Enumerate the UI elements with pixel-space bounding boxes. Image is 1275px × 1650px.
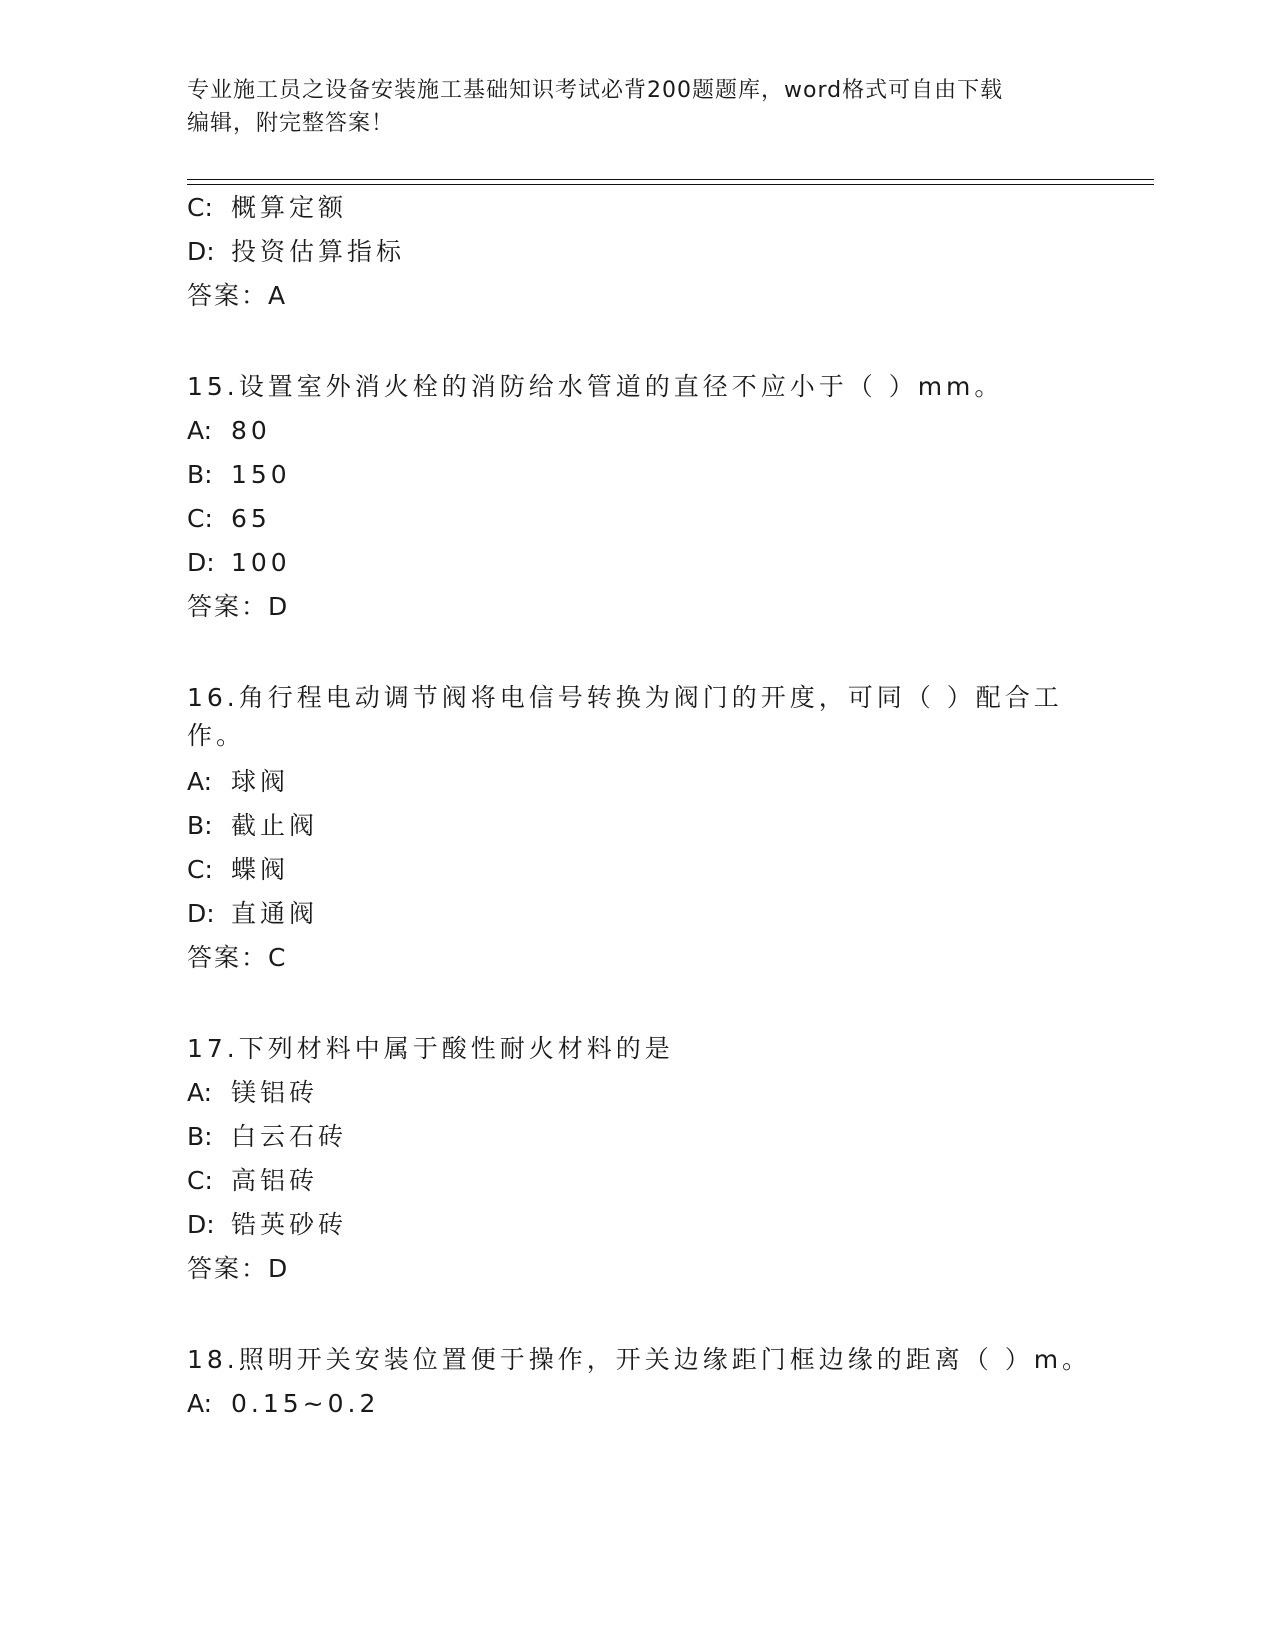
- q16-stem-line2: 作。: [187, 721, 246, 750]
- option-text: 80: [231, 416, 271, 445]
- q16-option-d: [187, 898, 318, 930]
- answer-value: D: [268, 592, 288, 621]
- q16-option-a: [187, 766, 289, 798]
- option-key: D:: [187, 237, 215, 266]
- option-text: 高铝砖: [231, 1166, 319, 1195]
- option-key: A:: [187, 1078, 213, 1107]
- q17-option-a: [187, 1077, 318, 1109]
- option-key: D:: [187, 899, 215, 928]
- q14-option-d: [187, 236, 405, 268]
- answer-value: C: [268, 943, 286, 972]
- option-key: C:: [187, 504, 213, 533]
- q15-option-a: [187, 415, 271, 447]
- q17-stem: 17.下列材料中属于酸性耐火材料的是: [187, 1034, 674, 1063]
- answer-label: 答案：: [187, 281, 269, 310]
- option-key: C:: [187, 1166, 213, 1195]
- q17-answer: [187, 1253, 287, 1285]
- option-text: 锆英砂砖: [231, 1210, 348, 1239]
- option-text: 概算定额: [231, 193, 348, 222]
- q16-answer: [187, 942, 285, 974]
- option-key: D:: [187, 548, 215, 577]
- q17-option-c: [187, 1165, 318, 1197]
- option-text: 65: [231, 504, 271, 533]
- q17-option-d: [187, 1209, 347, 1241]
- q16-option-b: [187, 810, 318, 842]
- q15-option-c: [187, 503, 271, 535]
- header-title-line1: 专业施工员之设备安装施工基础知识考试必背200题题库，word格式可自由下载: [187, 78, 1004, 103]
- answer-value: A: [268, 281, 286, 310]
- q14-answer: [187, 280, 285, 312]
- option-text: 白云石砖: [231, 1122, 348, 1151]
- header-divider-bottom: [187, 184, 1154, 185]
- q16-option-c: [187, 854, 289, 886]
- q18-option-a: [187, 1388, 379, 1420]
- option-key: A:: [187, 767, 213, 796]
- q18-stem: 18.照明开关安装位置便于操作，开关边缘距门框边缘的距离（ ）m。: [187, 1345, 1092, 1374]
- header-divider-top: [187, 179, 1154, 180]
- option-key: D:: [187, 1210, 215, 1239]
- option-key: A:: [187, 1389, 213, 1418]
- option-key: B:: [187, 460, 213, 489]
- option-key: B:: [187, 1122, 213, 1151]
- answer-label: 答案：: [187, 1254, 269, 1283]
- option-text: 投资估算指标: [231, 237, 406, 266]
- q15-answer: [187, 591, 287, 623]
- option-text: 蝶阀: [231, 855, 290, 884]
- option-key: A:: [187, 416, 213, 445]
- q15-stem: 15.设置室外消火栓的消防给水管道的直径不应小于（ ）mm。: [187, 372, 1004, 401]
- answer-value: D: [268, 1254, 288, 1283]
- option-key: C:: [187, 855, 213, 884]
- answer-label: 答案：: [187, 592, 269, 621]
- option-text: 150: [231, 460, 291, 489]
- option-text: 0.15~0.2: [231, 1389, 380, 1418]
- header-title-line2: 编辑，附完整答案！: [187, 111, 395, 136]
- document-header: [187, 74, 1067, 140]
- q17-option-b: [187, 1121, 347, 1153]
- answer-label: 答案：: [187, 943, 269, 972]
- q16-stem-line1: 16.角行程电动调节阀将电信号转换为阀门的开度，可同（ ）配合工: [187, 683, 1063, 712]
- q15-option-b: [187, 459, 291, 491]
- option-text: 100: [231, 548, 291, 577]
- option-key: C:: [187, 193, 213, 222]
- option-text: 截止阀: [231, 811, 319, 840]
- option-text: 镁铝砖: [231, 1078, 319, 1107]
- q15-option-d: [187, 547, 291, 579]
- option-key: B:: [187, 811, 213, 840]
- q14-option-c: [187, 192, 347, 224]
- option-text: 球阀: [231, 767, 290, 796]
- option-text: 直通阀: [231, 899, 319, 928]
